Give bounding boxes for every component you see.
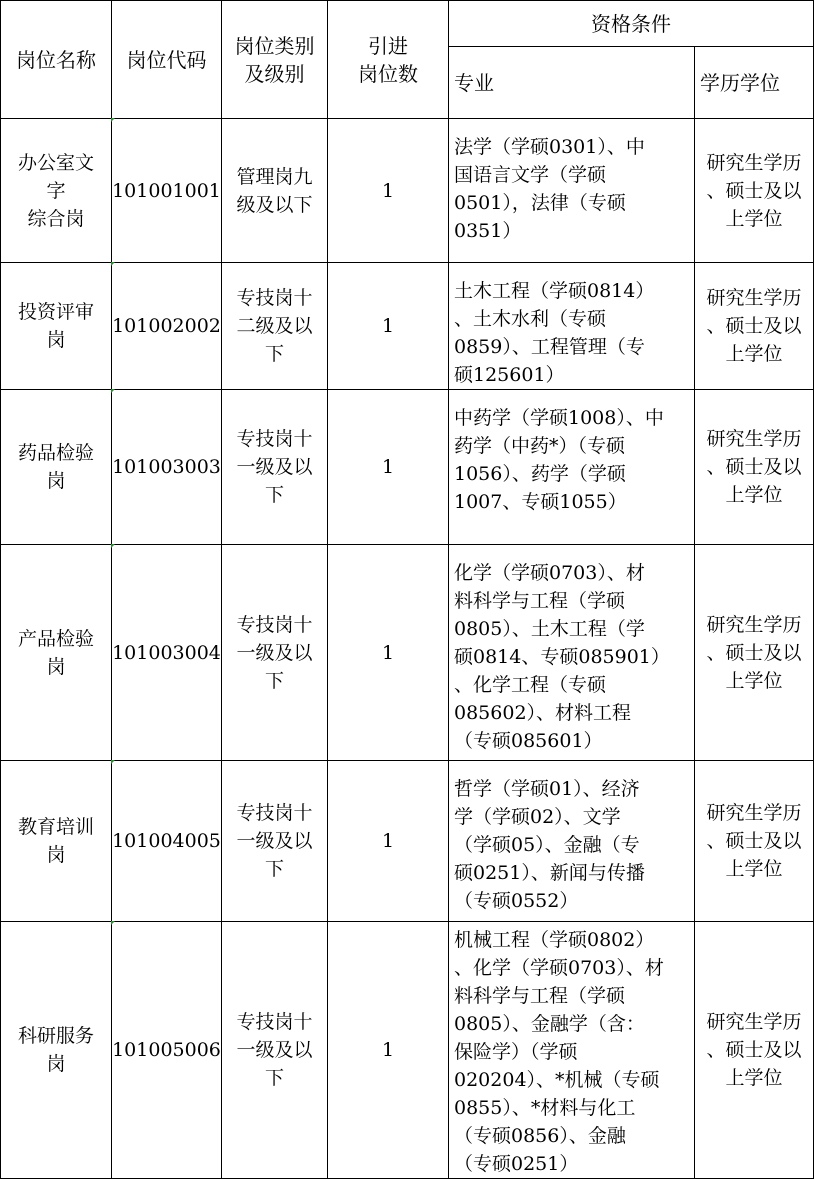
education-cell: 研究生学历 、硕士及以 上学位 [695,119,814,263]
count-cell: 1 [328,761,449,922]
position-code-cell: 101003003 [112,390,222,545]
category-cell: 管理岗九 级及以下 [222,119,328,263]
header-education: 学历学位 [695,47,814,119]
category-cell: 专技岗十 二级及以 下 [222,263,328,390]
position-name-cell: 药品检验 岗 [1,390,112,545]
category-cell: 专技岗十 一级及以 下 [222,922,328,1179]
major-cell: 土木工程（学硕0814） 、土木水利（专硕 0859）、工程管理（专 硕125601） [449,263,695,390]
count-cell: 1 [328,263,449,390]
header-position-code: 岗位代码 [112,1,222,119]
position-name-cell: 办公室文 字 综合岗 [1,119,112,263]
table-row [1,263,814,390]
position-code-cell: 101005006 [112,922,222,1179]
category-cell: 专技岗十 一级及以 下 [222,390,328,545]
header-major: 专业 [449,47,695,119]
count-cell: 1 [328,922,449,1179]
education-cell: 研究生学历 、硕士及以 上学位 [695,922,814,1179]
header-position-name: 岗位名称 [1,1,112,119]
header-count: 引进 岗位数 [328,1,449,119]
header-qualifications: 资格条件 [449,1,814,47]
count-cell: 1 [328,119,449,263]
count-cell: 1 [328,390,449,545]
education-cell: 研究生学历 、硕士及以 上学位 [695,545,814,761]
position-code-cell: 101002002 [112,263,222,390]
table-row [1,119,814,263]
education-cell: 研究生学历 、硕士及以 上学位 [695,390,814,545]
position-name-cell: 教育培训 岗 [1,761,112,922]
table-body [1,119,814,1179]
position-code-cell: 101003004 [112,545,222,761]
major-cell: 化学（学硕0703）、材 料科学与工程（学硕 0805）、土木工程（学 硕0814、专硕085901） 、化学工程（专硕 085602）、材料工程 （专硕085601） [449,545,695,761]
major-cell: 中药学（学硕1008）、中 药学（中药*）（专硕 1056）、药学（学硕 1007、专硕1055） [449,390,695,545]
education-cell: 研究生学历 、硕士及以 上学位 [695,761,814,922]
position-name-cell: 投资评审 岗 [1,263,112,390]
education-cell: 研究生学历 、硕士及以 上学位 [695,263,814,390]
major-cell: 哲学（学硕01）、经济 学（学硕02）、文学 （学硕05）、金融（专 硕0251）、新闻与传播 （专硕0552） [449,761,695,922]
major-cell: 法学（学硕0301）、中 国语言文学（学硕 0501），法律（专硕 0351） [449,119,695,263]
table-row [1,390,814,545]
position-name-cell: 科研服务 岗 [1,922,112,1179]
table-row [1,761,814,922]
category-cell: 专技岗十 一级及以 下 [222,761,328,922]
table-row [1,545,814,761]
count-cell: 1 [328,545,449,761]
table-header [1,1,814,119]
header-category-level: 岗位类别 及级别 [222,1,328,119]
table-row [1,922,814,1179]
position-code-cell: 101004005 [112,761,222,922]
major-cell: 机械工程（学硕0802） 、化学（学硕0703）、材 料科学与工程（学硕 0805）、金融学（含： 保险学）（学硕 020204）、*机械（专硕 0855）、*材料与化工 （专硕0856）、金融 （专硕0251） [449,922,695,1179]
category-cell: 专技岗十 一级及以 下 [222,545,328,761]
position-code-cell: 101001001 [112,119,222,263]
position-name-cell: 产品检验 岗 [1,545,112,761]
